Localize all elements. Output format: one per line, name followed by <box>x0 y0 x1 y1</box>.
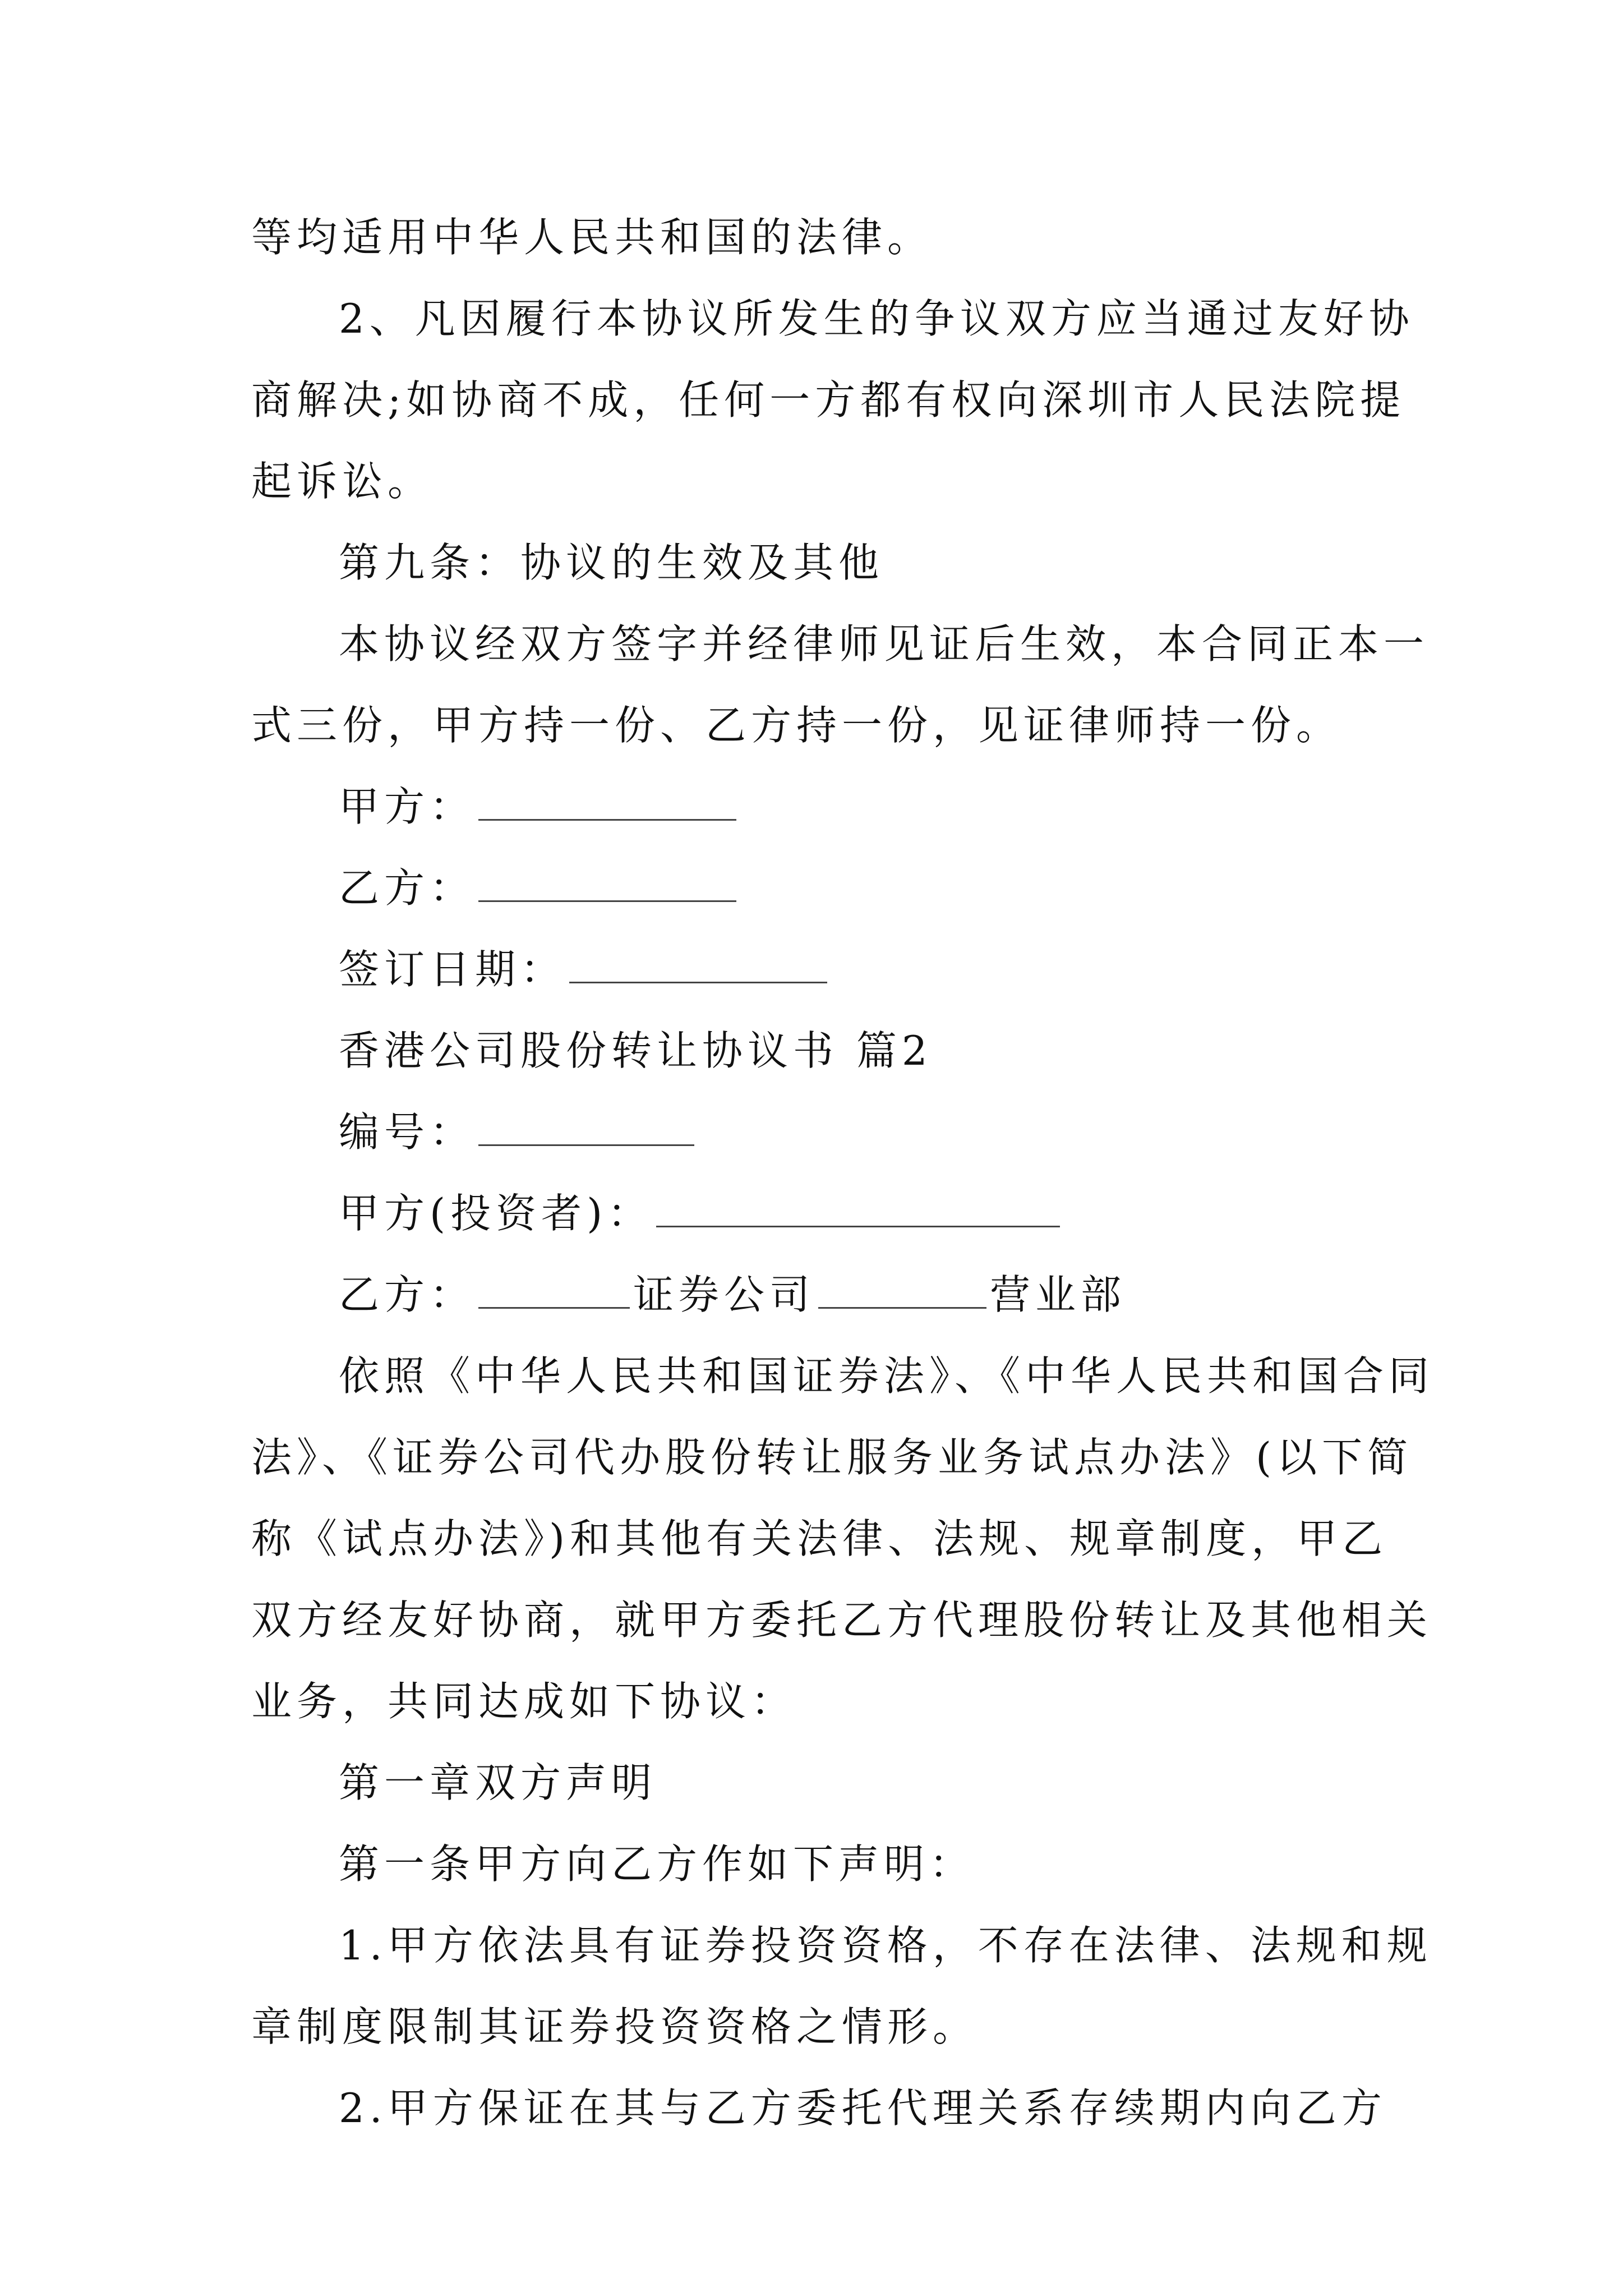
investor-blank[interactable] <box>656 1186 1060 1227</box>
party-b-signature-line <box>339 861 1466 915</box>
number-label: 编号： <box>339 1108 476 1156</box>
list-item: 1.甲方依法具有证券投资资格，不存在法律、法规和规 <box>339 1922 1432 1969</box>
sign-date-blank[interactable] <box>569 942 827 983</box>
broker-label: 乙方： <box>339 1271 476 1318</box>
list-item: 2.甲方保证在其与乙方委托代理关系存续期内向乙方 <box>339 2085 1387 2132</box>
sign-date-label: 签订日期： <box>339 946 566 993</box>
paragraph-line: 等均适用中华人民共和国的法律。 <box>251 214 933 261</box>
paragraph-line: 法》、《证券公司代办股份转让服务业务试点办法》(以下简 <box>251 1434 1413 1481</box>
party-a-signature-line <box>339 780 1466 834</box>
section-title: 香港公司股份转让协议书 篇2 <box>339 1027 933 1074</box>
paragraph-line: 本协议经双方签字并经律师见证后生效，本合同正本一 <box>339 620 1430 668</box>
paragraph-line: 双方经友好协商，就甲方委托乙方代理股份转让及其他相关 <box>251 1596 1433 1644</box>
party-b-label: 乙方： <box>339 864 476 912</box>
paragraph-line: 业务，共同达成如下协议： <box>251 1678 797 1725</box>
article-heading: 第九条：协议的生效及其他 <box>339 539 884 586</box>
number-line <box>339 1105 1466 1159</box>
article-heading: 第一条甲方向乙方作如下声明： <box>339 1841 975 1888</box>
paragraph-line: 依照《中华人民共和国证券法》、《中华人民共和国合同 <box>339 1352 1435 1400</box>
sign-date-line <box>339 942 1466 996</box>
list-item-continuation: 章制度限制其证券投资资格之情形。 <box>251 2003 979 2050</box>
paragraph-line: 称《试点办法》)和其他有关法律、法规、规章制度，甲乙 <box>251 1515 1388 1562</box>
chapter-heading: 第一章双方声明 <box>339 1759 657 1806</box>
party-b-blank[interactable] <box>478 861 736 902</box>
paragraph-line: 起诉讼。 <box>251 458 434 505</box>
investor-label: 甲方(投资者)： <box>339 1190 653 1237</box>
broker-line <box>339 1268 1466 1322</box>
paragraph-line: 商解决;如协商不成，任何一方都有权向深圳市人民法院提 <box>251 376 1406 424</box>
investor-line <box>339 1186 1466 1240</box>
securities-company-blank[interactable] <box>478 1268 630 1309</box>
branch-blank[interactable] <box>818 1268 986 1309</box>
branch-text: 营业部 <box>990 1271 1127 1318</box>
number-blank[interactable] <box>478 1105 694 1146</box>
paragraph-line: 式三份，甲方持一份、乙方持一份，见证律师持一份。 <box>251 702 1342 749</box>
paragraph-line: 2、凡因履行本协议所发生的争议双方应当通过友好协 <box>339 295 1414 342</box>
securities-company-text: 证券公司 <box>633 1271 815 1318</box>
party-a-label: 甲方： <box>339 783 476 830</box>
party-a-blank[interactable] <box>478 780 736 821</box>
